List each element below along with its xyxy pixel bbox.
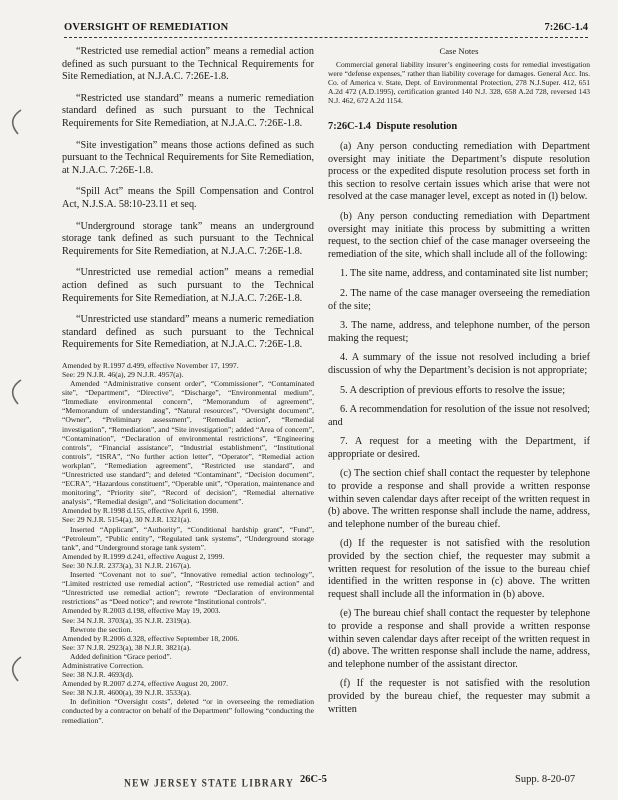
list-item-7: 7. A request for a meeting with the Department, if appropriate or desired. xyxy=(328,436,590,460)
binder-hole-mark xyxy=(4,108,24,136)
paragraph-a: (a) Any person conducting remediation with Department oversight may initiate the Department’s dispute resolution process or the expedited dispute resolution process set forth in this section to resolve certain issues which arise that were not resolved at the case manager level, except as noted in (l) below. xyxy=(328,141,590,203)
history-line: Amended by R.1997 d.499, effective November 17, 1997. xyxy=(62,360,239,370)
list-item-4: 4. A summary of the issue not resolved including a brief discussion of why the Department’s decision is not appropriate; xyxy=(328,352,590,376)
supplement-date: Supp. 8-20-07 xyxy=(515,774,576,785)
history-line: See: 30 N.J.R. 2373(a), 31 N.J.R. 2167(a). xyxy=(62,560,192,570)
history-line: Inserted “Applicant”, “Authority”, “Conditional hardship grant”, “Fund”, “Petroleum”, “Public entity”, “Regulated tank systems”, “Underground storage tank”, and “Underground storage tank system”. xyxy=(62,524,314,552)
header-title: OVERSIGHT OF REMEDIATION xyxy=(64,22,229,33)
section-number: 7:26C-1.4 xyxy=(328,121,371,132)
history-line: Added definition “Grace period”. xyxy=(70,651,172,661)
history-line: See: 38 N.J.R. 4600(a), 39 N.J.R. 3533(a). xyxy=(62,688,192,698)
library-stamp: NEW JERSEY STATE LIBRARY xyxy=(124,777,295,791)
list-item-5: 5. A description of previous efforts to resolve the issue; xyxy=(340,384,566,396)
definition-site-investigation: “Site investigation” means those actions defined as such pursuant to the Technical Requirements for Site Remediation, at N.J.A.C. 7:26E-1.8. xyxy=(62,139,314,176)
list-item-6: 6. A recommendation for resolution of the issue not resolved; and xyxy=(328,404,590,428)
history-line: Administrative Correction. xyxy=(62,660,144,670)
header-rule xyxy=(64,37,588,38)
binder-hole-mark xyxy=(4,655,24,683)
header-section-code: 7:26C-1.4 xyxy=(544,22,588,33)
history-line: See: 34 N.J.R. 3703(a), 35 N.J.R. 2319(a). xyxy=(62,615,192,625)
definition-unrestricted-use-standard: “Unrestricted use standard” means a numeric remediation standard defined as such pursuant to the Technical Requirements for Site Remediation, at N.J.A.C. 7:26E-1.8. xyxy=(62,314,314,351)
history-line: Amended “Administrative consent order”, “Commissioner”, “Contaminated site”, “Department”, “Directive”, “Discharge”, “Environmental medium”, “Immediate environmental concern”, “Memorandum of agreement”, “Memorandum of understanding”, “Natural resources”, “Oversight document”, “Owner”, “Preliminary assessment”, “Remedial action”, “Remedial investigation”, “Remediation”, and “Site investigation”; added “Area of concern”, “Contamination”, “Declaration of environmental restrictions”, “Engineering controls”, “Financial assistance”, “Industrial establishment”, “Institutional controls”, “ISRA”, “No further action letter”, “Operator”, “Remedial action workplan”, “Remediation agreement”, “Restricted use standard”, and “Unrestricted use standard”; and deleted “Contaminant”, “Decision document”, “ECRA”, “Hazardous constituent”, “Operable unit”, “Operation, maintenance and monitoring”, “Priority site”, “Record of decision”, “Remedial alternative analysis”, “Remedial design”, and “Solicitation document”. xyxy=(62,379,314,507)
history-line: See: 37 N.J.R. 2923(a), 38 N.J.R. 3821(a). xyxy=(62,642,192,652)
case-notes-text: Commercial general liability insurer’s engineering costs for remedial investigation were “defense expenses,” rather than liability coverage for damages. General Acc. Ins. Co. of America v. State, Dept. of Environmental Protection, 278 N.J.Super. 412, 651 A.2d 472 (A.D.1995), certification granted 140 N.J. 328, 658 A.2d 728, reversed 143 N.J. 462, 672 A.2d 1154. xyxy=(328,60,590,105)
history-line: Amended by R.1999 d.241, effective August 2, 1999. xyxy=(62,551,225,561)
history-line: Amended by R.1998 d.155, effective April 6, 1998. xyxy=(62,506,219,516)
right-column xyxy=(328,46,590,723)
history-line: See: 38 N.J.R. 4693(d). xyxy=(62,670,134,680)
paragraph-c: (c) The section chief shall contact the requester by telephone to provide a response and shall provide a written response within seven calendar days after receipt of the written request in (b) above. The written response shall include the name, address, and telephone number of the bureau chief. xyxy=(328,468,590,530)
section-name: Dispute resolution xyxy=(376,121,458,132)
list-item-1: 1. The site name, address, and contaminated site list number; xyxy=(340,268,589,280)
paragraph-d: (d) If the requester is not satisfied with the resolution provided by the section chief, the requester may submit a written request for resolution of the issue to the bureau chief identified in the written response in (c) above. The written request shall include all the information in (b) above. xyxy=(328,538,590,600)
paragraph-e: (e) The bureau chief shall contact the requester by telephone to provide a response and shall provide a written response within seven calendar days after receipt of the written request in (d) above. The written response shall include the name, address, and telephone number of the assistant director. xyxy=(328,608,590,670)
history-line: See: 29 N.J.R. 46(a), 29 N.J.R. 4957(a). xyxy=(62,369,184,379)
definition-restricted-use-remedial-action: “Restricted use remedial action” means a remedial action defined as such pursuant to the Technical Requirements for Site Remediation, at N.J.A.C. 7:26E-1.8. xyxy=(62,46,314,83)
binder-hole-mark xyxy=(4,378,24,406)
history-line: Amended by R.2003 d.198, effective May 19, 2003. xyxy=(62,606,221,616)
history-line: Inserted “Covenant not to sue”, “Innovative remedial action technology”, “Limited restricted use remedial action”, “Restricted use remedial action” and “Unrestricted use remedial action”; rewrote “Declaration of environmental restrictions” as “Deed notice”; and rewrote “Institutional controls”. xyxy=(62,570,314,607)
history-line: Rewrote the section. xyxy=(70,624,133,634)
page-number: 26C-5 xyxy=(300,774,327,785)
section-heading xyxy=(328,121,590,132)
case-notes-heading: Case Notes xyxy=(439,46,479,56)
definition-unrestricted-use-remedial-action: “Unrestricted use remedial action” means a remedial action defined as such pursuant to the Technical Requirements for Site Remediation, at N.J.A.C. 7:26E-1.8. xyxy=(62,267,314,304)
history-line: Amended by R.2006 d.328, effective September 18, 2006. xyxy=(62,633,240,643)
running-header xyxy=(64,22,588,36)
history-line: Amended by R.2007 d.274, effective August 20, 2007. xyxy=(62,679,229,689)
paragraph-f: (f) If the requester is not satisfied with the resolution provided by the bureau chief, the requester may submit a written xyxy=(328,678,590,715)
list-item-2: 2. The name of the case manager overseeing the remediation of the site; xyxy=(328,287,590,312)
history-line: See: 29 N.J.R. 5154(a), 30 N.J.R. 1321(a). xyxy=(62,515,192,525)
history-line: In definition “Oversight costs”, deleted “or in overseeing the remediation conducted by a contractor on behalf of the Department” following “conducting the remediation”. xyxy=(62,697,314,725)
amendment-history xyxy=(62,361,314,725)
paragraph-b: (b) Any person conducting remediation with Department oversight may initiate this process by submitting a written request, to the section chief of the case manager overseeing the remediation of the site, which shall include all of the following: xyxy=(328,210,590,260)
definition-restricted-use-standard: “Restricted use standard” means a numeric remediation standard defined as such pursuant to the Technical Requirements for Site Remediation, at N.J.A.C. 7:26E-1.8. xyxy=(62,92,314,129)
definition-underground-storage-tank: “Underground storage tank” means an underground storage tank defined as such pursuant to the Technical Requirements for Site Remediation, at N.J.A.C. 7:26E-1.8. xyxy=(62,220,314,257)
list-item-3: 3. The name, address, and telephone number, of the person making the request; xyxy=(328,320,590,344)
definition-spill-act: “Spill Act” means the Spill Compensation and Control Act, N.J.S.A. 58:10-23.11 et seq. xyxy=(62,186,314,210)
left-column xyxy=(62,46,314,725)
